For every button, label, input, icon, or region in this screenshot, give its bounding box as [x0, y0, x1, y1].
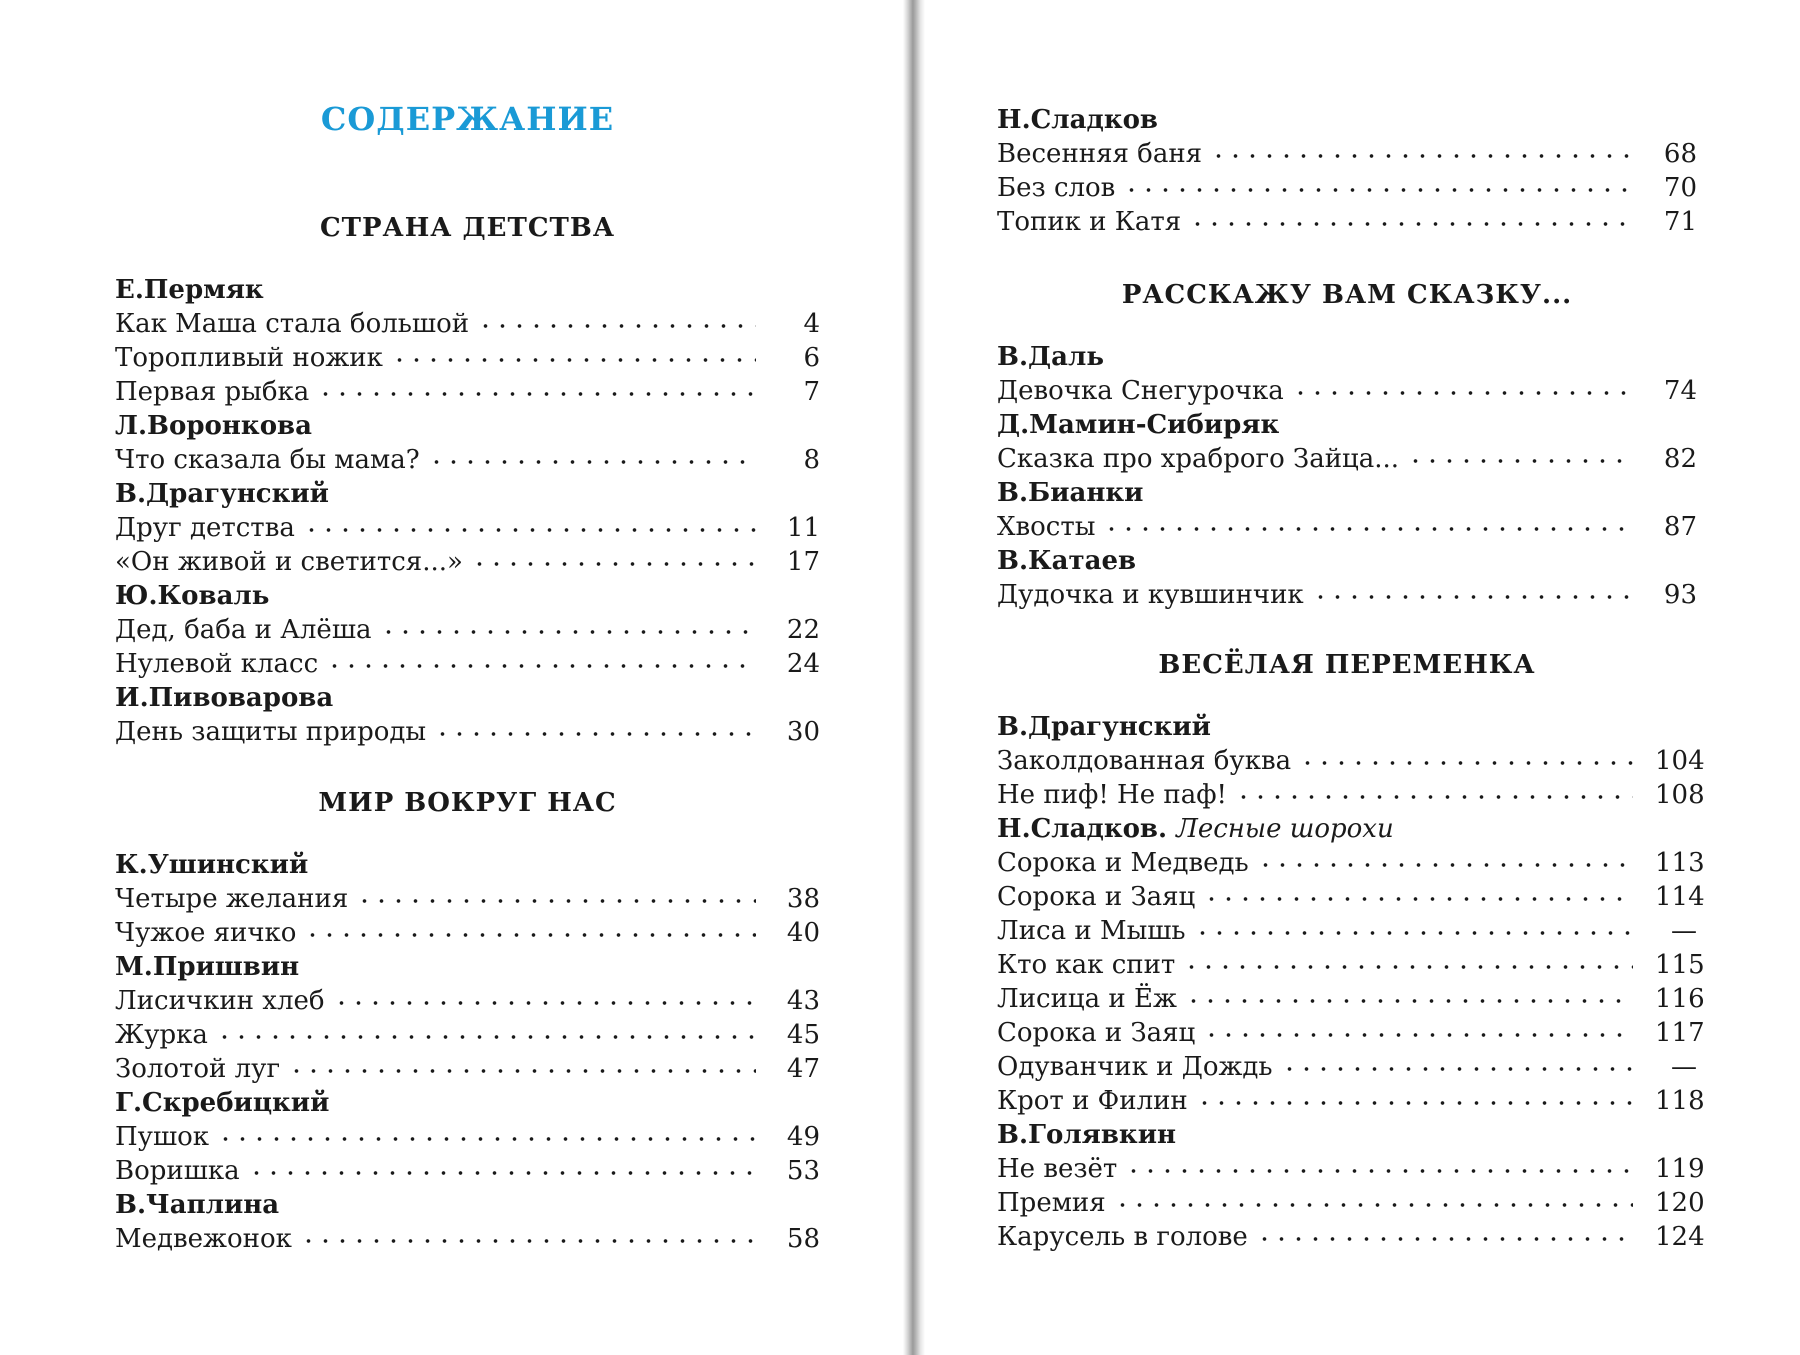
- author-name: В.Катаев: [997, 546, 1137, 576]
- page-number: 47: [786, 1054, 820, 1084]
- toc-entry: [997, 137, 1697, 171]
- page-number: 38: [786, 884, 820, 914]
- page-number: 45: [786, 1020, 820, 1050]
- author-heading: [115, 477, 820, 511]
- entry-title: Воришка: [115, 1156, 240, 1186]
- page-number: 114: [1655, 882, 1705, 912]
- entry-title: Заколдованная буква: [997, 746, 1292, 776]
- author-name: Г.Скребицкий: [115, 1088, 330, 1118]
- dot-leader: [1405, 458, 1633, 464]
- author-heading: [115, 579, 820, 613]
- page-number: 43: [786, 986, 820, 1016]
- page-number: 40: [786, 918, 820, 948]
- page-number: 11: [786, 513, 820, 543]
- page-number: 104: [1655, 746, 1705, 776]
- page-number: —: [1671, 1052, 1697, 1082]
- dot-leader: [1297, 760, 1633, 766]
- dot-leader: [469, 561, 756, 567]
- entry-title: Первая рыбка: [115, 377, 310, 407]
- toc-entry: [115, 545, 820, 579]
- page-number: 53: [786, 1156, 820, 1186]
- toc-entry: [115, 1018, 820, 1052]
- toc-entry: [115, 375, 820, 409]
- author-heading: [997, 340, 1697, 374]
- dot-leader: [1183, 998, 1633, 1004]
- author-heading: [997, 710, 1697, 744]
- page-number: 58: [786, 1224, 820, 1254]
- toc-entry: [115, 715, 820, 749]
- dot-leader: [298, 1238, 756, 1244]
- dot-leader: [246, 1170, 756, 1176]
- entry-title: «Он живой и светится...»: [115, 547, 463, 577]
- author-heading: [997, 476, 1697, 510]
- toc-entry: [115, 984, 820, 1018]
- dot-leader: [324, 663, 756, 669]
- dot-leader: [1255, 862, 1633, 868]
- author-name: Д.Мамин-Сибиряк: [997, 410, 1280, 440]
- section-title: МИР ВОКРУГ НАС: [318, 788, 617, 818]
- entry-title: Крот и Филин: [997, 1086, 1188, 1116]
- author-heading: [115, 950, 820, 984]
- dot-leader: [1123, 1168, 1633, 1174]
- toc-entry: [997, 982, 1705, 1016]
- author-heading: [997, 812, 1697, 846]
- author-name: В.Драгунский: [115, 479, 329, 509]
- page-number: 116: [1655, 984, 1705, 1014]
- entry-title: Как Маша стала большой: [115, 309, 470, 339]
- author-heading: [997, 103, 1697, 137]
- dot-leader: [354, 898, 756, 904]
- author-name: К.Ушинский: [115, 850, 309, 880]
- dot-leader: [331, 1000, 757, 1006]
- entry-title: Премия: [997, 1188, 1106, 1218]
- section-mir-vokrug-nas: [115, 788, 820, 1256]
- section-rasskazhu-vam-skazku: [997, 280, 1697, 612]
- dot-leader: [315, 391, 756, 397]
- toc-entry: [115, 647, 820, 681]
- dot-leader: [1233, 794, 1633, 800]
- author-heading: [115, 1188, 820, 1222]
- dot-leader: [1181, 964, 1633, 970]
- dot-leader: [1121, 187, 1633, 193]
- toc-entry: [997, 442, 1697, 476]
- author-name: Л.Воронкова: [115, 411, 312, 441]
- page-number: 124: [1655, 1222, 1705, 1252]
- page-number: 8: [803, 445, 820, 475]
- dot-leader: [214, 1034, 756, 1040]
- entry-title: Чужое яичко: [115, 918, 297, 948]
- toc-entry: [997, 1050, 1697, 1084]
- entry-list: [997, 103, 1697, 239]
- section-title: РАССКАЖУ ВАМ СКАЗКУ...: [1121, 280, 1573, 310]
- toc-entry: [997, 1016, 1705, 1050]
- page-number: 24: [786, 649, 820, 679]
- toc-entry: [115, 916, 820, 950]
- entry-list: [115, 273, 820, 749]
- page-number: 6: [803, 343, 820, 373]
- author-name: Н.Сладков.: [997, 814, 1168, 844]
- author-name: В.Голявкин: [997, 1120, 1177, 1150]
- toc-entry: [115, 511, 820, 545]
- author-name: В.Драгунский: [997, 712, 1211, 742]
- toc-entry: [115, 341, 820, 375]
- dot-leader: [475, 323, 756, 329]
- page-number: 82: [1663, 444, 1697, 474]
- author-heading: [115, 681, 820, 715]
- page-number: 120: [1655, 1188, 1705, 1218]
- dot-leader: [426, 459, 756, 465]
- page-number: 117: [1655, 1018, 1705, 1048]
- page-number: 68: [1663, 139, 1697, 169]
- toc-entry: [997, 914, 1697, 948]
- author-heading: [115, 409, 820, 443]
- entry-title: Лисичкин хлеб: [115, 986, 325, 1016]
- toc-entry: [997, 374, 1697, 408]
- toc-entry: [115, 1222, 820, 1256]
- toc-entry: [997, 510, 1697, 544]
- entry-title: Лиса и Мышь: [997, 916, 1186, 946]
- section-veselaya-peremenka: [997, 650, 1705, 1254]
- page-number: 4: [803, 309, 820, 339]
- page-number: 113: [1655, 848, 1705, 878]
- author-heading: [997, 1118, 1697, 1152]
- page-number: 93: [1663, 580, 1697, 610]
- entry-title: Не везёт: [997, 1154, 1118, 1184]
- page-number: 70: [1663, 173, 1697, 203]
- entry-title: Без слов: [997, 173, 1116, 203]
- entry-title: Девочка Снегурочка: [997, 376, 1284, 406]
- page-number: 71: [1663, 207, 1697, 237]
- toc-entry: [997, 846, 1705, 880]
- author-name: И.Пивоварова: [115, 683, 334, 713]
- entry-list: [997, 710, 1705, 1254]
- toc-entry: [997, 744, 1705, 778]
- dot-leader: [1254, 1236, 1633, 1242]
- entry-title: Лисица и Ёж: [997, 984, 1177, 1014]
- entry-title: Одуванчик и Дождь: [997, 1052, 1273, 1082]
- toc-entry: [997, 1186, 1705, 1220]
- toc-entry: [997, 1220, 1705, 1254]
- toc-entry: [997, 948, 1705, 982]
- dot-leader: [301, 527, 756, 533]
- entry-title: Журка: [115, 1020, 208, 1050]
- dot-leader: [1192, 930, 1633, 936]
- entry-title: Хвосты: [997, 512, 1096, 542]
- entry-title: Сорока и Заяц: [997, 882, 1196, 912]
- entry-list: [997, 340, 1697, 612]
- author-name: Н.Сладков: [997, 105, 1159, 135]
- toc-entry: [115, 1154, 820, 1188]
- dot-leader: [1290, 390, 1633, 396]
- author-name: В.Даль: [997, 342, 1104, 372]
- entry-title: Четыре желания: [115, 884, 349, 914]
- dot-leader: [286, 1068, 756, 1074]
- author-name: Ю.Коваль: [115, 581, 270, 611]
- page-number: 22: [786, 615, 820, 645]
- entry-title: Кто как спит: [997, 950, 1176, 980]
- entry-title: Карусель в голове: [997, 1222, 1248, 1252]
- author-name: Е.Пермяк: [115, 275, 264, 305]
- entry-title: Сказка про храброго Зайца...: [997, 444, 1400, 474]
- toc-entry: [997, 205, 1697, 239]
- toc-entry: [115, 613, 820, 647]
- toc-entry: [997, 1084, 1705, 1118]
- toc-entry: [997, 880, 1705, 914]
- entry-title: Весенняя баня: [997, 139, 1203, 169]
- page-number: 108: [1655, 780, 1705, 810]
- entry-title: Сорока и Медведь: [997, 848, 1249, 878]
- dot-leader: [302, 932, 756, 938]
- dot-leader: [1279, 1066, 1633, 1072]
- dot-leader: [1194, 1100, 1633, 1106]
- toc-entry: [997, 1152, 1705, 1186]
- page-number: 17: [786, 547, 820, 577]
- entry-title: Топик и Катя: [997, 207, 1182, 237]
- dot-leader: [389, 357, 756, 363]
- entry-title: Дед, баба и Алёша: [115, 615, 372, 645]
- section-title: ВЕСЁЛАЯ ПЕРЕМЕНКА: [1158, 650, 1536, 680]
- page-number: 118: [1655, 1086, 1705, 1116]
- entry-title: Золотой луг: [115, 1054, 281, 1084]
- page-number: 49: [786, 1122, 820, 1152]
- toc-entry: [115, 1120, 820, 1154]
- author-name: В.Бианки: [997, 478, 1144, 508]
- dot-leader: [1187, 221, 1633, 227]
- entry-title: Нулевой класс: [115, 649, 319, 679]
- book-spine: [903, 0, 925, 1355]
- section-title: СТРАНА ДЕТСТВА: [319, 213, 616, 243]
- author-heading: [997, 408, 1697, 442]
- section-strana-detstva: [115, 213, 820, 749]
- author-heading: [115, 848, 820, 882]
- toc-entry: [115, 443, 820, 477]
- page-number: 74: [1663, 376, 1697, 406]
- dot-leader: [378, 629, 757, 635]
- dot-leader: [1201, 1032, 1633, 1038]
- toc-entry: [997, 578, 1697, 612]
- entry-title: Дудочка и кувшинчик: [997, 580, 1304, 610]
- entry-title: День защиты природы: [115, 717, 427, 747]
- page-number: 115: [1655, 950, 1705, 980]
- toc-entry: [997, 171, 1697, 205]
- author-subtitle: Лесные шорохи: [1176, 814, 1394, 844]
- toc-entry: [115, 1052, 820, 1086]
- entry-title: Пушок: [115, 1122, 210, 1152]
- dot-leader: [432, 731, 756, 737]
- dot-leader: [215, 1136, 756, 1142]
- entry-title: Торопливый ножик: [115, 343, 383, 373]
- dot-leader: [1310, 594, 1633, 600]
- author-heading: [997, 544, 1697, 578]
- dot-leader: [1101, 526, 1633, 532]
- page-number: 119: [1655, 1154, 1705, 1184]
- author-heading: [115, 273, 820, 307]
- entry-list: [115, 848, 820, 1256]
- section-continued: [997, 103, 1697, 239]
- dot-leader: [1201, 896, 1633, 902]
- dot-leader: [1208, 153, 1633, 159]
- entry-title: Не пиф! Не паф!: [997, 780, 1228, 810]
- toc-entry: [115, 307, 820, 341]
- entry-title: Сорока и Заяц: [997, 1018, 1196, 1048]
- entry-title: Друг детства: [115, 513, 295, 543]
- toc-entry: [997, 778, 1705, 812]
- page-number: 87: [1663, 512, 1697, 542]
- page-number: —: [1671, 916, 1697, 946]
- page-number: 30: [786, 717, 820, 747]
- dot-leader: [1112, 1202, 1633, 1208]
- author-name: М.Пришвин: [115, 952, 300, 982]
- page-number: 7: [803, 377, 820, 407]
- author-name: В.Чаплина: [115, 1190, 280, 1220]
- toc-entry: [115, 882, 820, 916]
- page-title: СОДЕРЖАНИЕ: [320, 100, 615, 138]
- author-heading: [115, 1086, 820, 1120]
- entry-title: Что сказала бы мама?: [115, 445, 420, 475]
- entry-title: Медвежонок: [115, 1224, 292, 1254]
